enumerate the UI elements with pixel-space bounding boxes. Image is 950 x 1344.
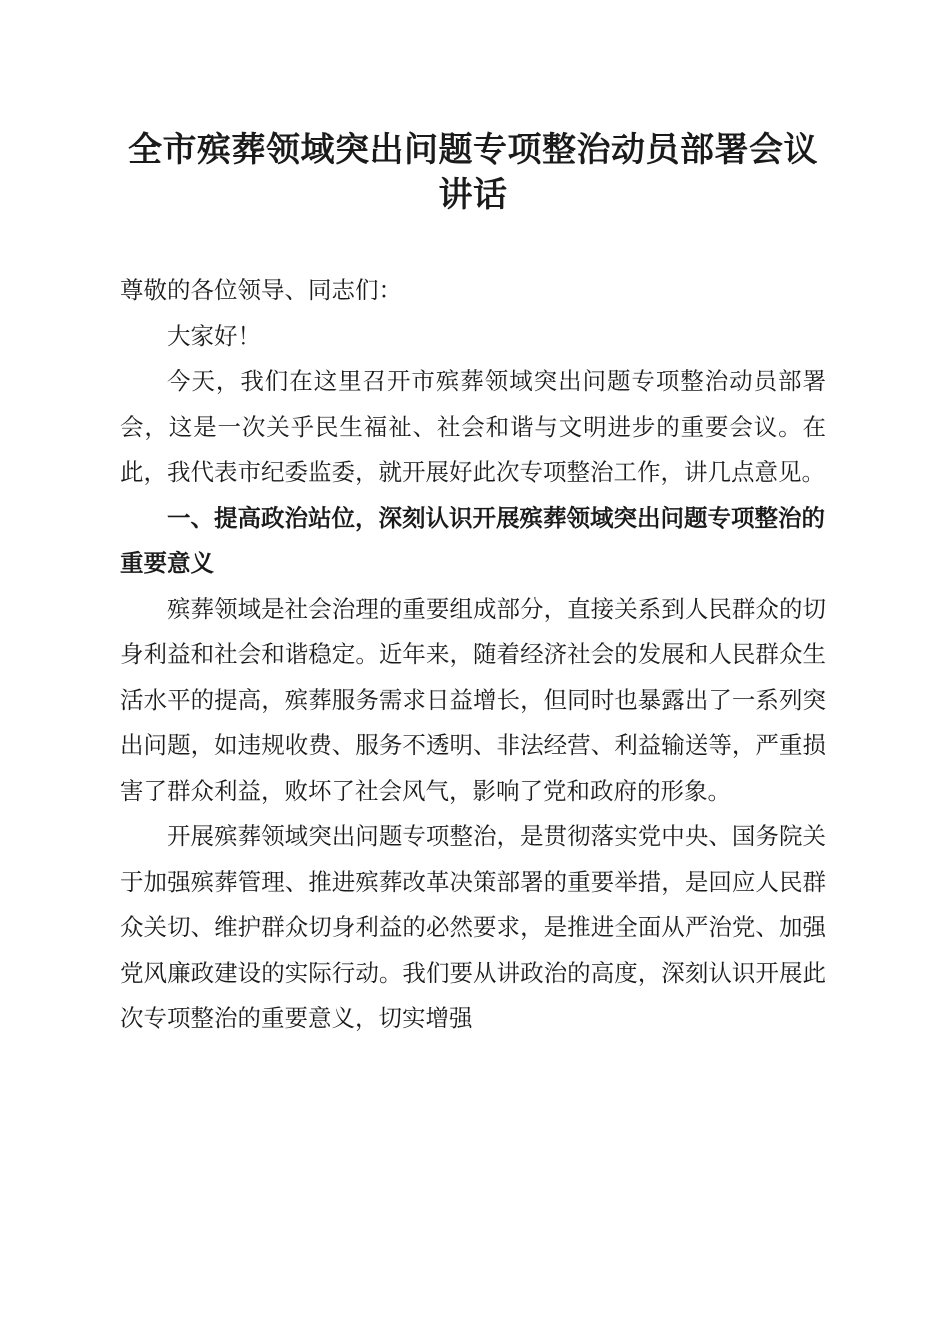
greeting: 大家好！: [167, 321, 261, 350]
salutation: 尊敬的各位领导、同志们：: [120, 276, 402, 304]
document-title: [120, 128, 826, 218]
section-1-heading: 一、提高政治站位，深刻认识开展殡葬领域突出问题专项整治的重要意义: [120, 503, 825, 577]
title-line-1: 全市殡葬领域突出问题专项整治动员部署会议: [128, 130, 818, 170]
document-page: [120, 128, 826, 1042]
title-line-2: 讲话: [438, 175, 508, 215]
section-1-paragraph-2: 开展殡葬领域突出问题专项整治，是贯彻落实党中央、国务院关于加强殡葬管理、推进殡葬改革决策部署的重要举措，是回应人民群众关切、维护群众切身利益的必然要求，是推进全面从严治党、加强党风廉政建设的实际行动。我们要从讲政治的高度，深刻认识开展此次专项整治的重要意义，切实增强: [120, 822, 826, 1032]
section-1-paragraph-1: 殡葬领域是社会治理的重要组成部分，直接关系到人民群众的切身利益和社会和谐稳定。近年来，随着经济社会的发展和人民群众生活水平的提高，殡葬服务需求日益增长，但同时也暴露出了一系列突出问题，如违规收费、服务不透明、非法经营、利益输送等，严重损害了群众利益，败坏了社会风气，影响了党和政府的形象。: [120, 594, 826, 805]
intro-paragraph: 今天，我们在这里召开市殡葬领域突出问题专项整治动员部署会，这是一次关乎民生福祉、社会和谐与文明进步的重要会议。在此，我代表市纪委监委，就开展好此次专项整治工作，讲几点意见。: [120, 367, 826, 486]
